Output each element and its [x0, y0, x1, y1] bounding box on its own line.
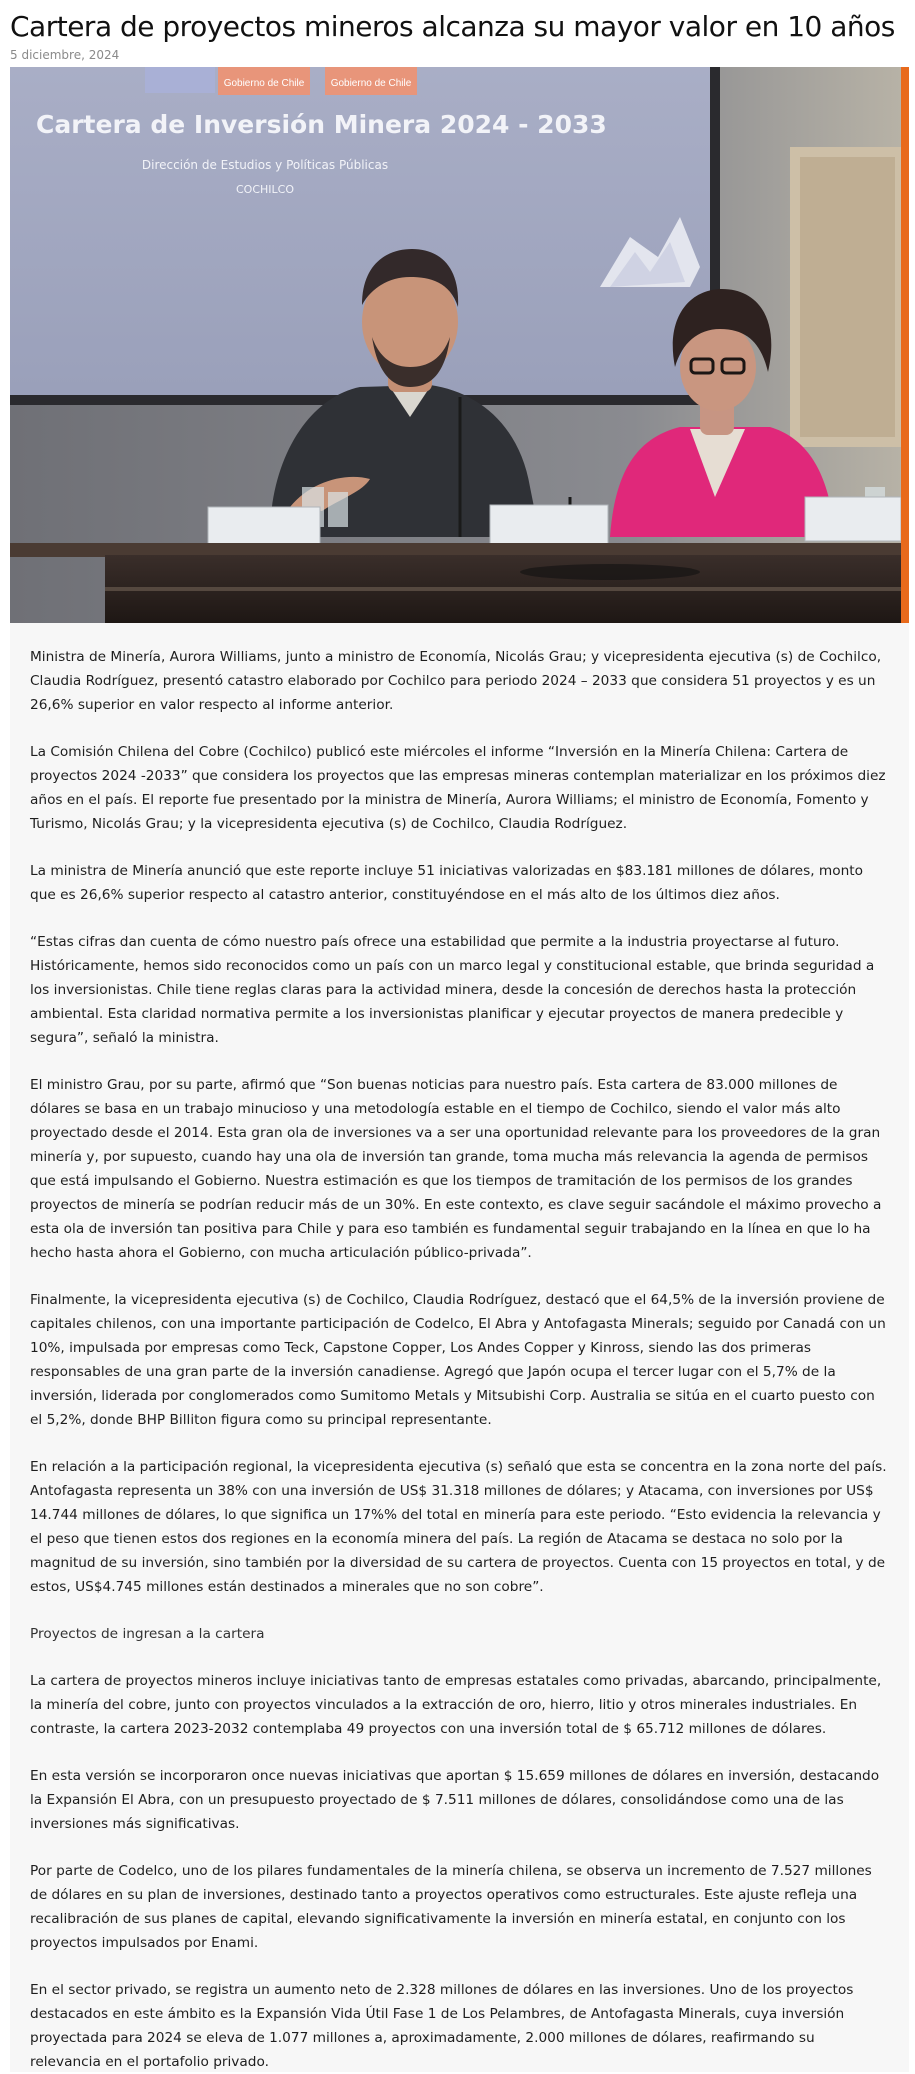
slide-badge-1: Gobierno de Chile: [223, 78, 305, 89]
paragraph: El ministro Grau, por su parte, afirmó que “Son buenas noticias para nuestro país. Esta cartera de 83.000 millones de dólares se basa en un trabajo minucioso y una metodología estable en el tiempo de Cochilco, siendo el valor más alto proyectado desde el 2014. Esta gran ola de inversiones va a ser una oportunidad relevante para los proveedores de la gran minería y, por supuesto, cuando hay una ola de inversión tan grande, toma mucha más relevancia la agenda de permisos que está impulsando el Gobierno. Nuestra estimación es que los tiempos de tramitación de los permisos de los grandes proyectos de minería se podrían reducir más de un 30%. En este contexto, es clave seguir sacándole el máximo provecho a esta ola de inversión tan positiva para Chile y para eso también es fundamental seguir trabajando en la línea en que lo ha hecho hasta ahora el Gobierno, con mucha articulación público-privada”.: [30, 1077, 882, 1261]
paragraph: Por parte de Codelco, uno de los pilares fundamentales de la minería chilena, se observa un incremento de 7.527 millones de dólares en su plan de inversiones, destinado tanto a proyectos operativos como estructurales. Este ajuste refleja una recalibración de sus planes de capital, elevando significativamente la inversión en minería estatal, en conjunto con los proyectos impulsados por Enami.: [30, 1863, 872, 1951]
slide-badge-2: Gobierno de Chile: [330, 78, 412, 89]
paragraph: En el sector privado, se registra un aumento neto de 2.328 millones de dólares en las inversiones. Uno de los proyectos destacados en este ámbito es la Expansión Vida Útil Fase 1 de Los Pelambres, de Antofagasta Minerals, cuya inversión proyectada para 2024 se eleva de 1.077 millones a, aproximadamente, 2.000 millones de dólares, reafirmando su relevancia en el portafolio privado.: [30, 1982, 854, 2070]
article-title: Cartera de proyectos mineros alcanza su mayor valor en 10 años: [10, 10, 895, 43]
slide-org: COCHILCO: [235, 183, 295, 196]
slide-title: Cartera de Inversión Minera 2024 - 2033: [36, 110, 607, 139]
paragraph: Ministra de Minería, Aurora Williams, junto a ministro de Economía, Nicolás Grau; y vicepresidenta ejecutiva (s) de Cochilco, Claudia Rodríguez, presentó catastro elaborado por Cochilco para periodo 2024 – 2033 que considera 51 proyectos y es un 26,6% superior en valor respecto al informe anterior.: [30, 649, 882, 713]
paragraph: “Estas cifras dan cuenta de cómo nuestro país ofrece una estabilidad que permite a la industria proyectarse al futuro. Históricamente, hemos sido reconocidos como un país con un marco legal y constitucional estable, que brinda seguridad a los inversionistas. Chile tiene reglas claras para la actividad minera, desde la concesión de derechos hasta la protección ambiental. Esta claridad normativa permite a los inversionistas planificar y ejecutar proyectos de manera predecible y segura”, señaló la ministra.: [30, 934, 875, 1046]
paragraph: La ministra de Minería anunció que este reporte incluye 51 iniciativas valorizadas en $83.181 millones de dólares, monto que es 26,6% superior respecto al catastro anterior, constituyéndose en el más alto de los últimos diez años.: [30, 863, 864, 903]
hero-photo-illustration: [10, 67, 901, 623]
article-date: 5 diciembre, 2024: [10, 48, 120, 62]
hero-accent-bar: [901, 67, 909, 623]
slide-subtitle: Dirección de Estudios y Políticas Públicas: [141, 158, 389, 172]
paragraph: En esta versión se incorporaron once nuevas iniciativas que aportan $ 15.659 millones de dólares en inversión, destacando la Expansión El Abra, con un presupuesto proyectado de $ 7.511 millones de dólares, consolidándose como una de las inversiones más significativas.: [30, 1768, 880, 1832]
article-body: [10, 623, 909, 2072]
paragraph: Finalmente, la vicepresidenta ejecutiva (s) de Cochilco, Claudia Rodríguez, destacó que el 64,5% de la inversión proviene de capitales chilenos, con una importante participación de Codelco, El Abra y Antofagasta Minerals; seguido por Canadá con un 10%, impulsada por empresas como Teck, Capstone Copper, Los Andes Copper y Kinross, siendo las dos primeras responsables de una gran parte de la inversión canadiense. Agregó que Japón ocupa el tercer lugar con el 5,7% de la inversión, liderada por conglomerados como Sumitomo Metals y Mitsubishi Corp. Australia se sitúa en el cuarto puesto con el 5,2%, donde BHP Billiton figura como su principal representante.: [30, 1292, 886, 1428]
hero-photo: [10, 67, 901, 623]
paragraph: La Comisión Chilena del Cobre (Cochilco) publicó este miércoles el informe “Inversión en la Minería Chilena: Cartera de proyectos 2024 -2033” que considera los proyectos que las empresas mineras contemplan materializar en los próximos diez años en el país. El reporte fue presentado por la ministra de Minería, Aurora Williams; el ministro de Economía, Fomento y Turismo, Nicolás Grau; y la vicepresidenta ejecutiva (s) de Cochilco, Claudia Rodríguez.: [30, 744, 886, 832]
paragraph: En relación a la participación regional, la vicepresidenta ejecutiva (s) señaló que esta se concentra en la zona norte del país. Antofagasta representa un 38% con una inversión de US$ 31.318 millones de dólares; y Atacama, con inversiones por US$ 14.744 millones de dólares, lo que significa un 17%% del total en minería para este periodo. “Esto evidencia la relevancia y el peso que tienen estos dos regiones en la economía minera del país. La región de Atacama se destaca no solo por la magnitud de su inversión, sino también por la diversidad de su cartera de proyectos. Cuenta con 15 proyectos en total, y de estos, US$4.745 millones están destinados a minerales que no son cobre”.: [30, 1459, 887, 1595]
paragraph: La cartera de proyectos mineros incluye iniciativas tanto de empresas estatales como privadas, abarcando, principalmente, la minería del cobre, junto con proyectos vinculados a la extracción de oro, hierro, litio y otros minerales industriales. En contraste, la cartera 2023-2032 contemplaba 49 proyectos con una inversión total de $ 65.712 millones de dólares.: [30, 1673, 882, 1737]
section-subheading: Proyectos de ingresan a la cartera: [30, 1626, 265, 1642]
